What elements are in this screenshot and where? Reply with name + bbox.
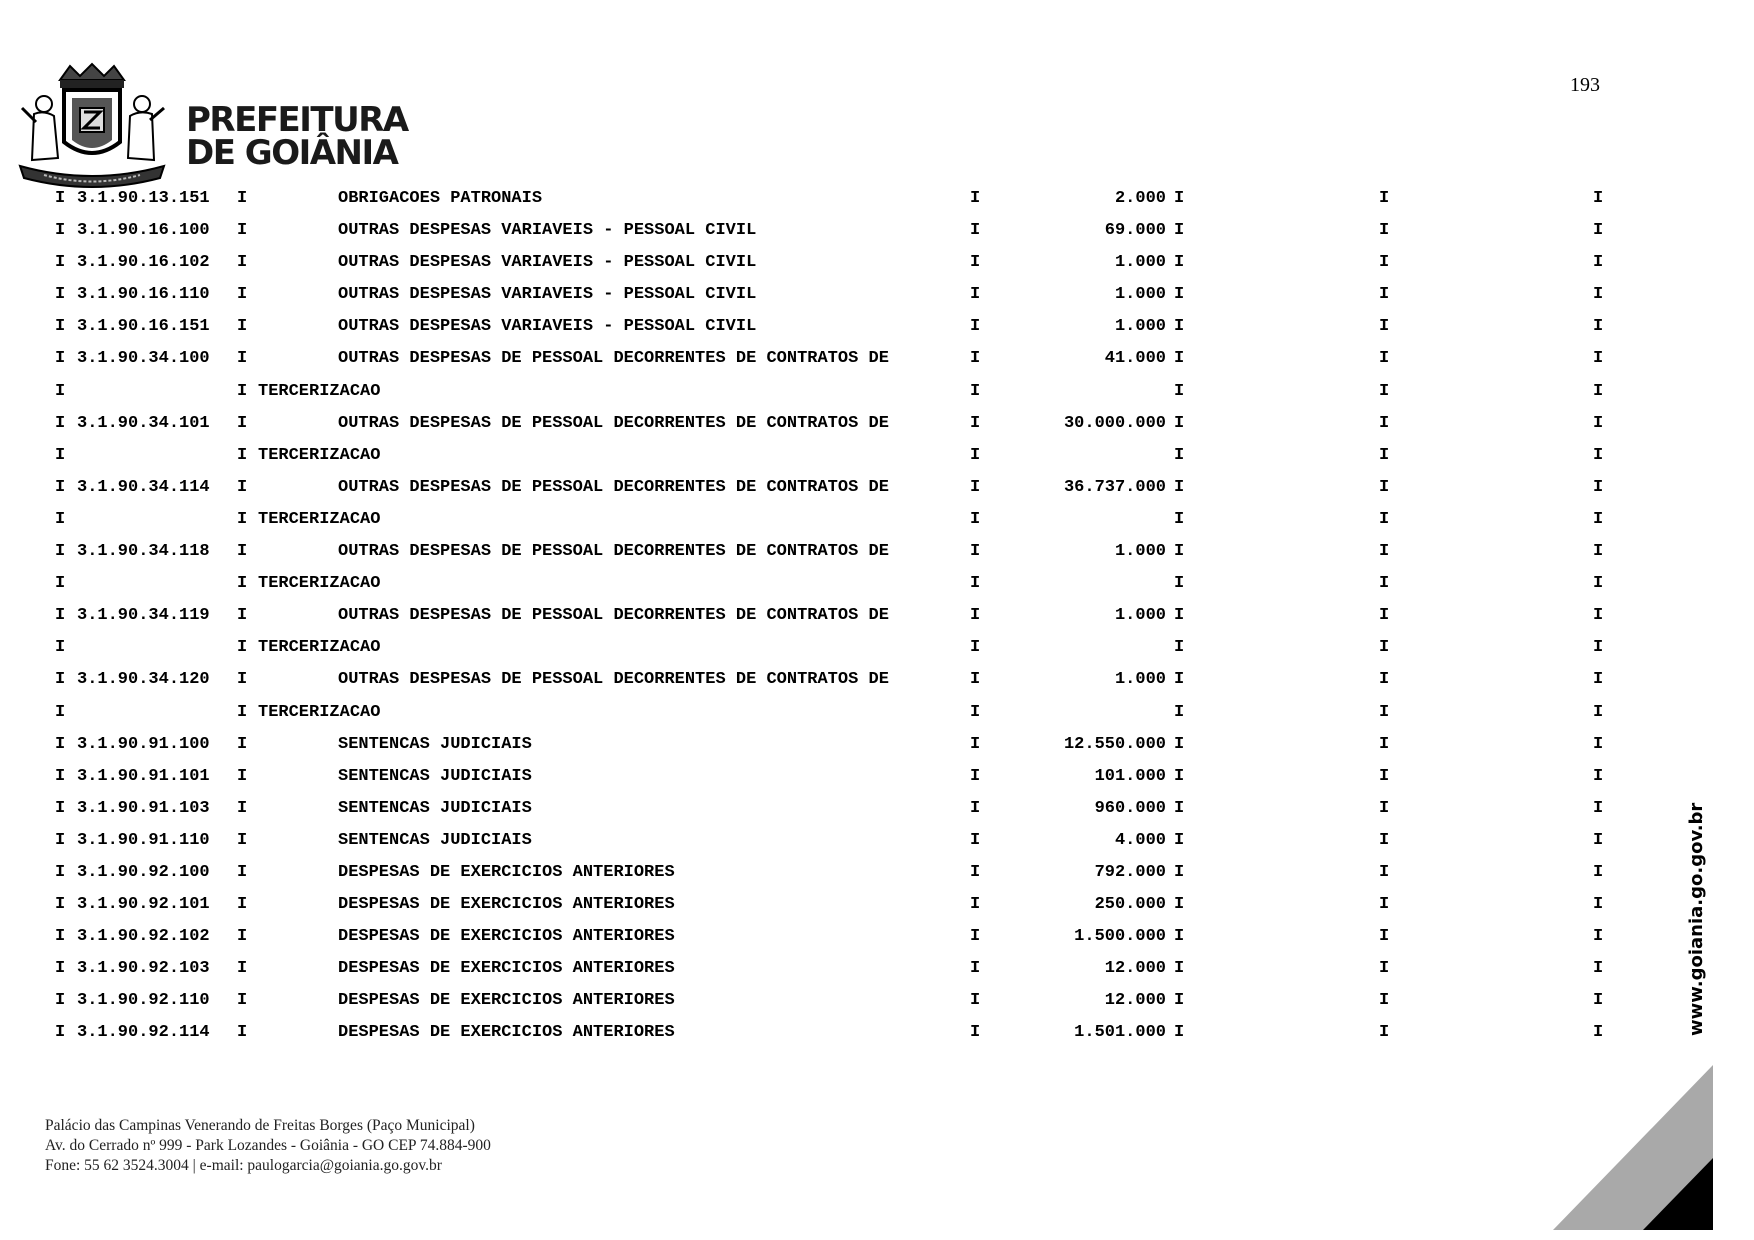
border-marker: I bbox=[55, 574, 66, 594]
border-marker: I bbox=[55, 670, 66, 690]
border-marker: I bbox=[237, 1023, 248, 1043]
table-row bbox=[0, 923, 1754, 955]
border-marker: I bbox=[1174, 285, 1185, 305]
description: SENTENCAS JUDICIAIS bbox=[338, 830, 532, 850]
border-marker: I bbox=[1593, 381, 1604, 401]
border-marker: I bbox=[55, 798, 66, 818]
border-marker: I bbox=[237, 927, 248, 947]
amount: 4.000 bbox=[1114, 830, 1166, 850]
budget-table bbox=[0, 185, 1754, 1052]
border-marker: I bbox=[970, 670, 981, 690]
border-marker: I bbox=[1593, 574, 1604, 594]
description: DESPESAS DE EXERCICIOS ANTERIORES bbox=[338, 959, 675, 979]
border-marker: I bbox=[55, 606, 66, 626]
table-row bbox=[0, 217, 1754, 249]
amount: 12.550.000 bbox=[1063, 734, 1166, 754]
border-marker: I bbox=[1174, 221, 1185, 241]
description: DESPESAS DE EXERCICIOS ANTERIORES bbox=[338, 1023, 675, 1043]
table-row bbox=[0, 1019, 1754, 1051]
amount: 101.000 bbox=[1094, 766, 1166, 786]
border-marker: I bbox=[237, 574, 248, 594]
description: OUTRAS DESPESAS DE PESSOAL DECORRENTES DE CONTRATOS DE bbox=[338, 670, 889, 690]
description: OUTRAS DESPESAS DE PESSOAL DECORRENTES DE CONTRATOS DE bbox=[338, 542, 889, 562]
border-marker: I bbox=[1593, 830, 1604, 850]
border-marker: I bbox=[1379, 381, 1390, 401]
footer-address bbox=[45, 1116, 491, 1176]
border-marker: I bbox=[55, 991, 66, 1011]
border-marker: I bbox=[55, 862, 66, 882]
border-marker: I bbox=[1593, 542, 1604, 562]
border-marker: I bbox=[237, 317, 248, 337]
account-code: 3.1.90.91.101 bbox=[77, 766, 210, 786]
border-marker: I bbox=[1593, 253, 1604, 273]
border-marker: I bbox=[237, 830, 248, 850]
coat-of-arms-icon bbox=[14, 62, 170, 195]
corner-triangle-icon bbox=[1553, 1065, 1713, 1235]
border-marker: I bbox=[1593, 189, 1604, 208]
border-marker: I bbox=[1379, 542, 1390, 562]
border-marker: I bbox=[55, 221, 66, 241]
table-row bbox=[0, 313, 1754, 345]
description: TERCERIZACAO bbox=[258, 381, 381, 401]
border-marker: I bbox=[237, 991, 248, 1011]
account-code: 3.1.90.34.100 bbox=[77, 349, 210, 369]
table-row bbox=[0, 955, 1754, 987]
description: TERCERIZACAO bbox=[258, 574, 381, 594]
border-marker: I bbox=[970, 606, 981, 626]
account-code: 3.1.90.92.114 bbox=[77, 1023, 210, 1043]
border-marker: I bbox=[1174, 445, 1185, 465]
border-marker: I bbox=[237, 413, 248, 433]
table-row bbox=[0, 442, 1754, 474]
border-marker: I bbox=[970, 798, 981, 818]
brand-wordmark bbox=[186, 100, 408, 173]
table-row bbox=[0, 281, 1754, 313]
account-code: 3.1.90.92.103 bbox=[77, 959, 210, 979]
border-marker: I bbox=[1174, 509, 1185, 529]
border-marker: I bbox=[55, 413, 66, 433]
border-marker: I bbox=[970, 1023, 981, 1043]
border-marker: I bbox=[1174, 638, 1185, 658]
table-row bbox=[0, 666, 1754, 698]
border-marker: I bbox=[237, 862, 248, 882]
border-marker: I bbox=[1174, 574, 1185, 594]
border-marker: I bbox=[1593, 927, 1604, 947]
border-marker: I bbox=[1379, 285, 1390, 305]
brand-line-1: PREFEITURA bbox=[186, 100, 408, 140]
border-marker: I bbox=[1174, 798, 1185, 818]
border-marker: I bbox=[55, 189, 66, 208]
border-marker: I bbox=[1593, 349, 1604, 369]
amount: 792.000 bbox=[1094, 862, 1166, 882]
border-marker: I bbox=[1379, 189, 1390, 208]
border-marker: I bbox=[55, 734, 66, 754]
description: SENTENCAS JUDICIAIS bbox=[338, 798, 532, 818]
border-marker: I bbox=[970, 959, 981, 979]
border-marker: I bbox=[237, 638, 248, 658]
table-row bbox=[0, 795, 1754, 827]
border-marker: I bbox=[1593, 734, 1604, 754]
border-marker: I bbox=[1379, 862, 1390, 882]
border-marker: I bbox=[55, 317, 66, 337]
border-marker: I bbox=[237, 702, 248, 722]
table-row bbox=[0, 345, 1754, 377]
border-marker: I bbox=[970, 766, 981, 786]
border-marker: I bbox=[1379, 574, 1390, 594]
account-code: 3.1.90.16.100 bbox=[77, 221, 210, 241]
amount: 30.000.000 bbox=[1063, 413, 1166, 433]
border-marker: I bbox=[1593, 895, 1604, 915]
border-marker: I bbox=[1593, 798, 1604, 818]
border-marker: I bbox=[970, 285, 981, 305]
border-marker: I bbox=[1174, 862, 1185, 882]
description: DESPESAS DE EXERCICIOS ANTERIORES bbox=[338, 862, 675, 882]
border-marker: I bbox=[1593, 670, 1604, 690]
border-marker: I bbox=[1379, 702, 1390, 722]
border-marker: I bbox=[970, 991, 981, 1011]
border-marker: I bbox=[1174, 542, 1185, 562]
border-marker: I bbox=[1593, 285, 1604, 305]
border-marker: I bbox=[237, 253, 248, 273]
footer-line-1: Palácio das Campinas Venerando de Freitas Borges (Paço Municipal) bbox=[45, 1117, 475, 1134]
account-code: 3.1.90.16.151 bbox=[77, 317, 210, 337]
border-marker: I bbox=[1593, 445, 1604, 465]
account-code: 3.1.90.91.110 bbox=[77, 830, 210, 850]
account-code: 3.1.90.34.114 bbox=[77, 477, 210, 497]
border-marker: I bbox=[1593, 413, 1604, 433]
border-marker: I bbox=[1593, 509, 1604, 529]
border-marker: I bbox=[1379, 638, 1390, 658]
amount: 1.501.000 bbox=[1074, 1023, 1166, 1043]
border-marker: I bbox=[1174, 991, 1185, 1011]
border-marker: I bbox=[237, 509, 248, 529]
table-row bbox=[0, 570, 1754, 602]
border-marker: I bbox=[1379, 509, 1390, 529]
border-marker: I bbox=[55, 253, 66, 273]
account-code: 3.1.90.34.101 bbox=[77, 413, 210, 433]
border-marker: I bbox=[1379, 253, 1390, 273]
border-marker: I bbox=[1593, 317, 1604, 337]
border-marker: I bbox=[1174, 253, 1185, 273]
amount: 250.000 bbox=[1094, 895, 1166, 915]
page-number: 193 bbox=[1570, 74, 1600, 96]
border-marker: I bbox=[970, 574, 981, 594]
border-marker: I bbox=[55, 638, 66, 658]
account-code: 3.1.90.92.101 bbox=[77, 895, 210, 915]
border-marker: I bbox=[1379, 349, 1390, 369]
border-marker: I bbox=[237, 895, 248, 915]
account-code: 3.1.90.16.110 bbox=[77, 285, 210, 305]
border-marker: I bbox=[1379, 830, 1390, 850]
description: DESPESAS DE EXERCICIOS ANTERIORES bbox=[338, 991, 675, 1011]
description: OUTRAS DESPESAS VARIAVEIS - PESSOAL CIVIL bbox=[338, 221, 757, 241]
border-marker: I bbox=[237, 445, 248, 465]
border-marker: I bbox=[1379, 317, 1390, 337]
description: OUTRAS DESPESAS VARIAVEIS - PESSOAL CIVIL bbox=[338, 285, 757, 305]
border-marker: I bbox=[970, 381, 981, 401]
border-marker: I bbox=[1379, 445, 1390, 465]
website-url: www.goiania.go.gov.br bbox=[1686, 802, 1707, 1036]
description: SENTENCAS JUDICIAIS bbox=[338, 734, 532, 754]
amount: 1.500.000 bbox=[1074, 927, 1166, 947]
description: OUTRAS DESPESAS DE PESSOAL DECORRENTES DE CONTRATOS DE bbox=[338, 477, 889, 497]
border-marker: I bbox=[970, 734, 981, 754]
border-marker: I bbox=[970, 253, 981, 273]
border-marker: I bbox=[1174, 895, 1185, 915]
footer-line-3: Fone: 55 62 3524.3004 | e-mail: paulogarcia@goiania.go.gov.br bbox=[45, 1157, 442, 1174]
border-marker: I bbox=[1593, 221, 1604, 241]
description: OUTRAS DESPESAS DE PESSOAL DECORRENTES DE CONTRATOS DE bbox=[338, 413, 889, 433]
description: SENTENCAS JUDICIAIS bbox=[338, 766, 532, 786]
description: OUTRAS DESPESAS DE PESSOAL DECORRENTES DE CONTRATOS DE bbox=[338, 606, 889, 626]
table-row bbox=[0, 827, 1754, 859]
border-marker: I bbox=[1174, 381, 1185, 401]
border-marker: I bbox=[970, 830, 981, 850]
border-marker: I bbox=[237, 381, 248, 401]
border-marker: I bbox=[1379, 927, 1390, 947]
table-row bbox=[0, 474, 1754, 506]
description: TERCERIZACAO bbox=[258, 509, 381, 529]
border-marker: I bbox=[237, 606, 248, 626]
border-marker: I bbox=[237, 477, 248, 497]
description: DESPESAS DE EXERCICIOS ANTERIORES bbox=[338, 895, 675, 915]
border-marker: I bbox=[1593, 862, 1604, 882]
border-marker: I bbox=[55, 895, 66, 915]
table-row bbox=[0, 410, 1754, 442]
border-marker: I bbox=[1174, 670, 1185, 690]
amount: 1.000 bbox=[1114, 317, 1166, 337]
border-marker: I bbox=[55, 927, 66, 947]
account-code: 3.1.90.13.151 bbox=[77, 189, 210, 208]
amount: 41.000 bbox=[1104, 349, 1166, 369]
table-row bbox=[0, 249, 1754, 281]
border-marker: I bbox=[55, 285, 66, 305]
table-row bbox=[0, 891, 1754, 923]
border-marker: I bbox=[1174, 959, 1185, 979]
border-marker: I bbox=[237, 221, 248, 241]
account-code: 3.1.90.34.120 bbox=[77, 670, 210, 690]
border-marker: I bbox=[1174, 189, 1185, 208]
border-marker: I bbox=[1379, 766, 1390, 786]
amount: 69.000 bbox=[1104, 221, 1166, 241]
table-row bbox=[0, 602, 1754, 634]
border-marker: I bbox=[55, 349, 66, 369]
table-row bbox=[0, 185, 1754, 217]
description: TERCERIZACAO bbox=[258, 638, 381, 658]
description: OUTRAS DESPESAS DE PESSOAL DECORRENTES DE CONTRATOS DE bbox=[338, 349, 889, 369]
border-marker: I bbox=[1379, 670, 1390, 690]
border-marker: I bbox=[55, 477, 66, 497]
amount: 12.000 bbox=[1104, 991, 1166, 1011]
amount: 1.000 bbox=[1114, 606, 1166, 626]
border-marker: I bbox=[1379, 798, 1390, 818]
table-row bbox=[0, 634, 1754, 666]
border-marker: I bbox=[970, 862, 981, 882]
border-marker: I bbox=[1174, 1023, 1185, 1043]
account-code: 3.1.90.34.119 bbox=[77, 606, 210, 626]
border-marker: I bbox=[1379, 895, 1390, 915]
border-marker: I bbox=[970, 413, 981, 433]
table-row bbox=[0, 699, 1754, 731]
border-marker: I bbox=[1593, 702, 1604, 722]
border-marker: I bbox=[1379, 413, 1390, 433]
border-marker: I bbox=[1593, 1023, 1604, 1043]
border-marker: I bbox=[970, 349, 981, 369]
border-marker: I bbox=[970, 509, 981, 529]
amount: 36.737.000 bbox=[1063, 477, 1166, 497]
border-marker: I bbox=[1593, 991, 1604, 1011]
account-code: 3.1.90.16.102 bbox=[77, 253, 210, 273]
border-marker: I bbox=[1593, 959, 1604, 979]
brand-line-2: DE GOIÂNIA bbox=[186, 133, 398, 173]
amount: 2.000 bbox=[1114, 189, 1166, 208]
table-row bbox=[0, 859, 1754, 891]
account-code: 3.1.90.91.100 bbox=[77, 734, 210, 754]
border-marker: I bbox=[1174, 349, 1185, 369]
border-marker: I bbox=[55, 381, 66, 401]
border-marker: I bbox=[237, 670, 248, 690]
border-marker: I bbox=[1174, 413, 1185, 433]
description: OBRIGACOES PATRONAIS bbox=[338, 189, 543, 208]
border-marker: I bbox=[970, 927, 981, 947]
description: OUTRAS DESPESAS VARIAVEIS - PESSOAL CIVIL bbox=[338, 317, 757, 337]
border-marker: I bbox=[1174, 317, 1185, 337]
description: TERCERIZACAO bbox=[258, 702, 381, 722]
border-marker: I bbox=[970, 189, 981, 208]
border-marker: I bbox=[1174, 702, 1185, 722]
amount: 12.000 bbox=[1104, 959, 1166, 979]
border-marker: I bbox=[55, 959, 66, 979]
border-marker: I bbox=[237, 766, 248, 786]
border-marker: I bbox=[55, 542, 66, 562]
account-code: 3.1.90.34.118 bbox=[77, 542, 210, 562]
border-marker: I bbox=[1379, 734, 1390, 754]
border-marker: I bbox=[55, 702, 66, 722]
description: OUTRAS DESPESAS VARIAVEIS - PESSOAL CIVIL bbox=[338, 253, 757, 273]
border-marker: I bbox=[1593, 766, 1604, 786]
border-marker: I bbox=[970, 445, 981, 465]
table-row bbox=[0, 506, 1754, 538]
border-marker: I bbox=[970, 702, 981, 722]
border-marker: I bbox=[1174, 927, 1185, 947]
account-code: 3.1.90.92.110 bbox=[77, 991, 210, 1011]
border-marker: I bbox=[55, 445, 66, 465]
border-marker: I bbox=[970, 542, 981, 562]
footer-line-2: Av. do Cerrado nº 999 - Park Lozandes - Goiânia - GO CEP 74.884-900 bbox=[45, 1137, 491, 1154]
border-marker: I bbox=[1174, 830, 1185, 850]
border-marker: I bbox=[970, 638, 981, 658]
border-marker: I bbox=[237, 285, 248, 305]
border-marker: I bbox=[1379, 959, 1390, 979]
amount: 1.000 bbox=[1114, 285, 1166, 305]
border-marker: I bbox=[237, 542, 248, 562]
border-marker: I bbox=[970, 895, 981, 915]
table-row bbox=[0, 763, 1754, 795]
table-row bbox=[0, 987, 1754, 1019]
border-marker: I bbox=[1174, 766, 1185, 786]
border-marker: I bbox=[970, 477, 981, 497]
border-marker: I bbox=[237, 189, 248, 208]
border-marker: I bbox=[237, 349, 248, 369]
amount: 960.000 bbox=[1094, 798, 1166, 818]
amount: 1.000 bbox=[1114, 670, 1166, 690]
border-marker: I bbox=[1593, 477, 1604, 497]
border-marker: I bbox=[1379, 1023, 1390, 1043]
border-marker: I bbox=[237, 734, 248, 754]
description: TERCERIZACAO bbox=[258, 445, 381, 465]
table-row bbox=[0, 378, 1754, 410]
border-marker: I bbox=[55, 766, 66, 786]
amount: 1.000 bbox=[1114, 542, 1166, 562]
border-marker: I bbox=[55, 1023, 66, 1043]
border-marker: I bbox=[1174, 606, 1185, 626]
account-code: 3.1.90.92.100 bbox=[77, 862, 210, 882]
amount: 1.000 bbox=[1114, 253, 1166, 273]
border-marker: I bbox=[970, 221, 981, 241]
border-marker: I bbox=[55, 509, 66, 529]
account-code: 3.1.90.92.102 bbox=[77, 927, 210, 947]
border-marker: I bbox=[1379, 221, 1390, 241]
border-marker: I bbox=[1379, 477, 1390, 497]
table-row bbox=[0, 731, 1754, 763]
table-row bbox=[0, 538, 1754, 570]
border-marker: I bbox=[237, 798, 248, 818]
description: DESPESAS DE EXERCICIOS ANTERIORES bbox=[338, 927, 675, 947]
border-marker: I bbox=[1379, 606, 1390, 626]
border-marker: I bbox=[1174, 477, 1185, 497]
border-marker: I bbox=[970, 317, 981, 337]
border-marker: I bbox=[1174, 734, 1185, 754]
border-marker: I bbox=[1379, 991, 1390, 1011]
border-marker: I bbox=[55, 830, 66, 850]
border-marker: I bbox=[1593, 638, 1604, 658]
border-marker: I bbox=[237, 959, 248, 979]
border-marker: I bbox=[1593, 606, 1604, 626]
account-code: 3.1.90.91.103 bbox=[77, 798, 210, 818]
